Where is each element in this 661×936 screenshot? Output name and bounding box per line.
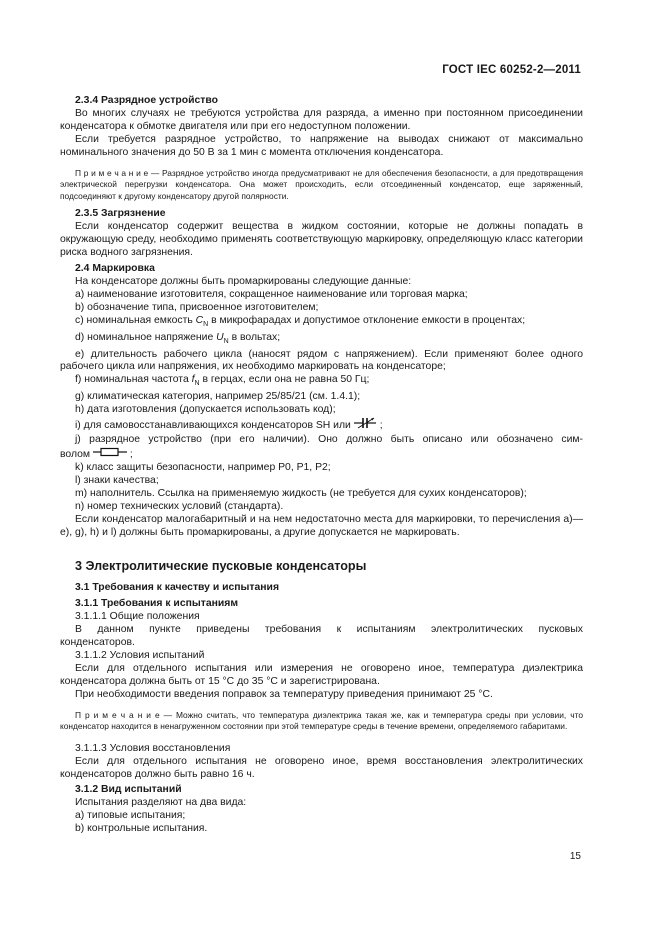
section-title-2-3-4: 2.3.4 Разрядное устройство bbox=[75, 95, 218, 106]
section-title-3-1-2: 3.1.2 Вид испытаний bbox=[75, 784, 182, 796]
list-item: l) знаки качества; bbox=[75, 474, 159, 486]
list-item: a) типовые испытания; bbox=[75, 810, 186, 822]
section-title-3: 3 Электролитические пусковые конденсаторы bbox=[75, 558, 367, 573]
list-item: i) для самовосстанавливающихся конденсаторов SH или ; bbox=[60, 417, 583, 434]
document-body bbox=[60, 93, 583, 836]
subsection-title-3-1-1-3: 3.1.1.3 Условия восстановления bbox=[75, 742, 231, 754]
list-item: k) класс защиты безопасности, например Р0, Р1, Р2; bbox=[75, 462, 331, 474]
list-item: f) номинальная частота $f_N$ в герцах, если она не равна 50 Гц; bbox=[75, 374, 370, 388]
list-item: e) длительность рабочего цикла (наносят рядом с напряжением). Если применяют более одного bbox=[75, 348, 583, 360]
standard-header: ГОСТ IEC 60252-2—2011 bbox=[442, 64, 581, 76]
paragraph: Во многих случаях не требуются устройства для разряда, а именно при постоянном присоединении конденсатора к обмотке двигателя или при его недоступном положении. bbox=[60, 107, 583, 132]
list-item-continuation: волом ; bbox=[60, 447, 583, 462]
list-item: h) дата изготовления (допускается использовать код); bbox=[75, 404, 336, 416]
paragraph: Если для отдельного испытания не оговорено иное, время восстановления электролитических конденсаторов должно быть равно 16 ч. bbox=[60, 755, 583, 780]
list-item-continuation: рабочего цикла или напряжения, их необходимо маркировать на конденсаторе; bbox=[60, 361, 446, 373]
list-item: d) номинальное напряжение $U_N$ в вольтах; bbox=[75, 331, 281, 345]
list-item: n) номер технических условий (стандарта). bbox=[75, 500, 284, 512]
paragraph: На конденсаторе должны быть промаркированы следующие данные: bbox=[75, 275, 412, 287]
paragraph: Если конденсатор содержит вещества в жидком состоянии, которые не должны попадать в окружающую среду, необходимо применять соответствующую маркировку, определяющую класс категории риска водного загрязнения. bbox=[60, 221, 583, 259]
paragraph: В данном пункте приведены требования к испытаниям электролитических пусковых bbox=[75, 624, 583, 636]
note: П р и м е ч а н и е — Разрядное устройство иногда предусматривают не для обеспечения безопасности, а для предотвращения электрической перегрузки конденсатора. Она может происходить, если отсоединенный конденсатор, еще заряженный, подсоединяют к другому конденсатору другой полярности. bbox=[60, 167, 583, 201]
section-title-3-1-1: 3.1.1 Требования к испытаниям bbox=[75, 598, 239, 610]
self-healing-capacitor-symbol-icon bbox=[354, 417, 380, 434]
subsection-title-3-1-1-2: 3.1.1.2 Условия испытаний bbox=[75, 649, 205, 661]
page-number: 15 bbox=[569, 851, 581, 862]
paragraph: Испытания разделяют на два вида: bbox=[75, 797, 247, 809]
list-item: b) контрольные испытания. bbox=[75, 823, 208, 835]
list-item: a) наименование изготовителя, сокращенное наименование или торговая марка; bbox=[75, 288, 468, 300]
list-item: g) климатическая категория, например 25/85/21 (см. 1.4.1); bbox=[75, 391, 361, 403]
section-title-2-3-5: 2.3.5 Загрязнение bbox=[75, 208, 166, 220]
list-item: j) разрядное устройство (при его наличии). Оно должно быть описано или обозначено сим- bbox=[75, 434, 583, 446]
paragraph: Если конденсатор малогабаритный и на нем недостаточно места для маркировки, то перечисления а)—е), g), h) и l) должны быть промаркированы, а другие допускается не маркировать. bbox=[60, 513, 583, 538]
note: П р и м е ч а н и е — Можно считать, что температура диэлектрика такая же, как и температура среды при условии, что конденсатор находится в ненагруженном состоянии при этой температуре среды в течение времени, определяемого габаритами. bbox=[60, 709, 583, 732]
paragraph-continuation: конденсаторов. bbox=[60, 637, 135, 649]
list-item: c) номинальная емкость $C_N$ в микрофарадах и допустимое отклонение емкости в процентах; bbox=[75, 314, 526, 328]
discharge-resistor-symbol-icon bbox=[93, 447, 127, 462]
list-item: b) обозначение типа, присвоенное изготовителем; bbox=[75, 301, 319, 313]
section-title-2-4: 2.4 Маркировка bbox=[75, 262, 155, 274]
list-item: m) наполнитель. Ссылка на применяемую жидкость (не требуется для сухих конденсаторов); bbox=[75, 487, 527, 499]
subsection-title-3-1-1-1: 3.1.1.1 Общие положения bbox=[75, 611, 200, 623]
paragraph: Если требуется разрядное устройство, то напряжение на выводах снижают от максимально номинального значения до 50 В за 1 мин с момента отключения конденсатора. bbox=[60, 133, 583, 158]
paragraph: Если для отдельного испытания или измерения не оговорено иное, температура диэлектрика конденсатора должна быть от 15 °С до 35 °С и зарегистрирована. bbox=[60, 662, 583, 687]
paragraph: При необходимости введения поправок за температуру приведения принимают 25 °С. bbox=[75, 688, 493, 700]
section-title-3-1: 3.1 Требования к качеству и испытания bbox=[75, 582, 280, 594]
